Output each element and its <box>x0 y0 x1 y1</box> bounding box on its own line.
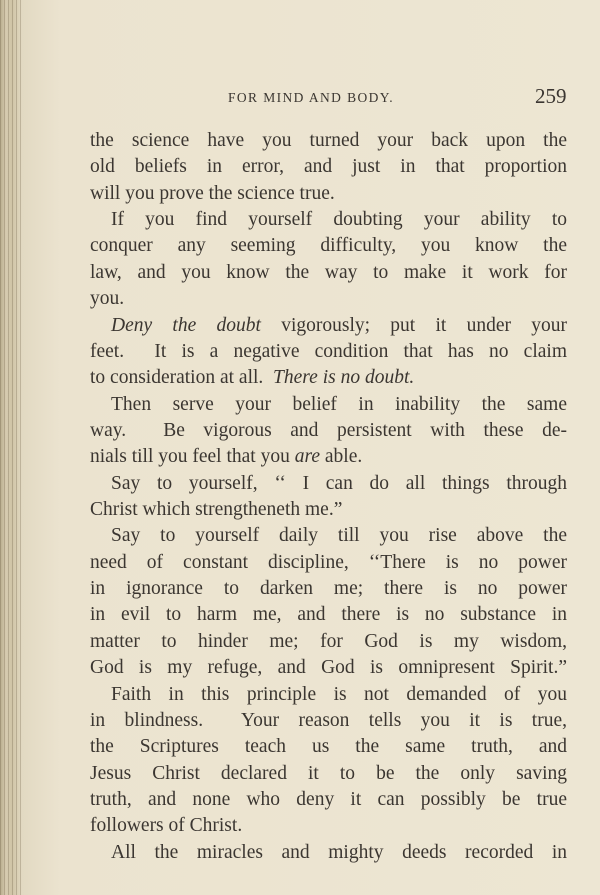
text-line <box>90 365 567 391</box>
text-line <box>90 260 567 286</box>
text-segment: need of constant discipline, ‘‘There is no power <box>90 551 567 573</box>
text-segment: in evil to harm me, and there is no substance in <box>90 604 567 626</box>
text-line <box>90 576 567 602</box>
text-line <box>90 734 567 760</box>
text-segment: Say to yourself, ‘‘ I can do all things through <box>111 472 567 494</box>
text-line <box>90 708 567 734</box>
text-line <box>90 392 567 418</box>
text-line <box>90 602 567 628</box>
text-line <box>90 339 567 365</box>
text-line <box>90 813 567 839</box>
text-segment: Jesus Christ declared it to be the only saving <box>90 762 567 784</box>
text-line <box>90 682 567 708</box>
text-segment: nials till you feel that you <box>90 446 295 468</box>
text-line <box>90 418 567 444</box>
text-line <box>90 629 567 655</box>
text-segment: matter to hinder me; for God is my wisdom, <box>90 630 567 652</box>
italic-text: are <box>294 446 320 468</box>
italic-text: There is no doubt. <box>273 367 415 389</box>
text-segment: in ignorance to darken me; there is no power <box>90 578 567 600</box>
text-segment: way. Be vigorous and persistent with these de- <box>90 419 567 441</box>
text-segment: conquer any seeming difficulty, you know the <box>90 235 567 257</box>
text-line <box>90 655 567 681</box>
italic-text: Deny the doubt <box>111 314 261 336</box>
text-segment: God is my refuge, and God is omnipresent Spirit.” <box>90 657 567 679</box>
text-segment: the Scriptures teach us the same truth, and <box>90 736 567 758</box>
text-line <box>90 550 567 576</box>
running-header: FOR MIND AND BODY. <box>228 90 394 105</box>
body-text <box>90 128 567 866</box>
text-line <box>90 128 567 154</box>
text-line <box>90 471 567 497</box>
text-line <box>90 233 567 259</box>
text-segment: in blindness. Your reason tells you it is true, <box>90 709 567 731</box>
text-segment: able. <box>320 446 363 468</box>
text-segment: you. <box>90 288 125 310</box>
text-line <box>90 523 567 549</box>
text-line <box>90 207 567 233</box>
text-line <box>90 497 567 523</box>
text-segment: feet. It is a negative condition that has no claim <box>90 340 567 362</box>
page-number: 259 <box>535 84 567 108</box>
text-segment: vigorously; put it under your <box>260 314 567 336</box>
text-line <box>90 154 567 180</box>
book-binding-edge <box>0 0 22 895</box>
text-line <box>90 787 567 813</box>
text-line <box>90 181 567 207</box>
text-line <box>90 313 567 339</box>
text-segment: All the miracles and mighty deeds recorded in <box>111 841 567 863</box>
text-line <box>90 286 567 312</box>
text-segment: followers of Christ. <box>90 815 243 837</box>
text-line <box>90 444 567 470</box>
text-line <box>90 840 567 866</box>
text-segment: the science have you turned your back upon the <box>90 130 567 151</box>
text-segment: truth, and none who deny it can possibly be true <box>90 788 567 810</box>
text-segment: Then serve your belief in inability the same <box>111 393 567 415</box>
text-segment: Christ which strengtheneth me.” <box>90 499 343 521</box>
text-segment: to consideration at all. <box>90 367 274 389</box>
text-segment: old beliefs in error, and just in that proportion <box>90 156 567 178</box>
text-segment: If you find yourself doubting your ability to <box>111 209 567 231</box>
text-segment: will you prove the science true. <box>90 182 335 204</box>
text-line <box>90 761 567 787</box>
text-segment: Say to yourself daily till you rise above the <box>111 525 567 547</box>
text-segment: Faith in this principle is not demanded of you <box>111 683 567 705</box>
text-segment: law, and you know the way to make it work for <box>90 261 567 283</box>
